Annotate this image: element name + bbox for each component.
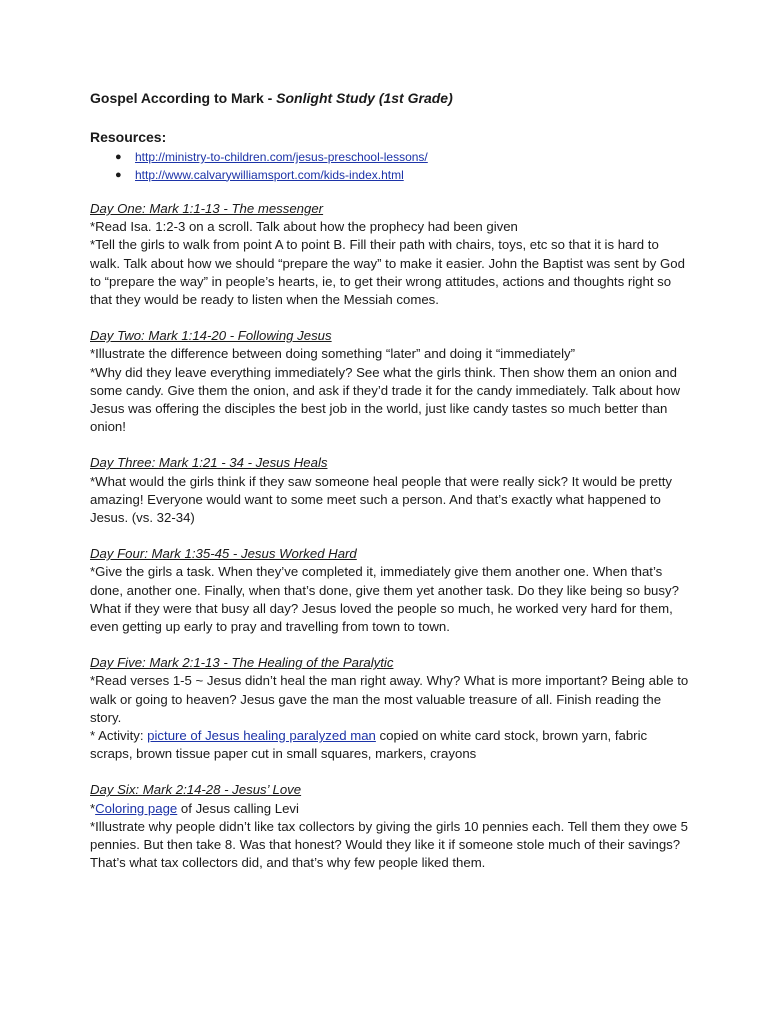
day-five-section	[90, 654, 690, 763]
day-three-section	[90, 454, 690, 527]
activity-prefix: * Activity:	[90, 728, 148, 744]
day-one-line-1: *Read Isa. 1:2-3 on a scroll. Talk about how the prophecy had been given	[90, 219, 518, 235]
document-title	[90, 88, 690, 108]
resource-item	[115, 149, 690, 167]
day-two-section	[90, 327, 690, 436]
day-six-section	[90, 781, 690, 872]
paralyzed-man-picture-link[interactable]: picture of Jesus healing paralyzed man	[147, 728, 376, 744]
coloring-suffix: of Jesus calling Levi	[177, 800, 299, 816]
resource-link-2[interactable]: http://www.calvarywilliamsport.com/kids-index.html	[135, 167, 404, 182]
title-main: Gospel According to Mark -	[90, 90, 277, 106]
resources-list	[90, 149, 690, 184]
resource-item	[115, 167, 690, 185]
day-one-line-2: *Tell the girls to walk from point A to point B. Fill their path with chairs, toys, etc so that it is hard to walk. Talk about how we should “prepare the way” to make it easier. John the Baptist was sent by God to “prepare the way” in people’s hearts, ie, to get their wrong attitudes, actions and thoughts right so that they would be ready to listen when the Messiah comes.	[90, 237, 685, 308]
activity-suffix: copied on white card stock, brown yarn, fabric scraps, brown tissue paper cut in small squares, markers, crayons	[90, 728, 648, 762]
day-two-heading: Day Two: Mark 1:14-20 - Following Jesus	[90, 328, 332, 344]
day-four-heading: Day Four: Mark 1:35-45 - Jesus Worked Hard	[90, 546, 357, 562]
resources-heading: Resources:	[90, 129, 167, 145]
day-six-line-1: *Illustrate why people didn’t like tax collectors by giving the girls 10 pennies each. Tell them they owe 5 pennies. But then take 8. Was that honest? Would they like it if someone stole much of their savings? That’s what tax collectors did, and that’s why few people liked them.	[90, 818, 688, 871]
title-subtitle: Sonlight Study (1st Grade)	[276, 90, 453, 106]
day-three-line-1: *What would the girls think if they saw someone heal people that were really sick? It would be pretty amazing! Everyone would want to some meet such a person. And that’s exactly what happened to Jesus. (vs. 32-34)	[90, 473, 673, 526]
day-one-section	[90, 200, 690, 309]
day-six-coloring	[90, 800, 690, 818]
bullet-icon: ●	[115, 168, 122, 181]
day-one-heading: Day One: Mark 1:1-13 - The messenger	[90, 201, 324, 216]
coloring-prefix: *	[90, 800, 96, 816]
coloring-page-link[interactable]: Coloring page	[95, 800, 178, 816]
day-four-section	[90, 545, 690, 636]
document-page	[90, 88, 690, 891]
day-two-line-2: *Why did they leave everything immediately? See what the girls think. Then show them an onion and some candy. Give them the onion, and ask if they’d trade it for the candy immediately. Talk about how Jesus was offering the disciples the best job in the world, just like candy tastes so much better than onion!	[90, 364, 681, 435]
day-two-line-1: *Illustrate the difference between doing something “later” and doing it “immediately”	[90, 346, 576, 362]
resource-link-1[interactable]: http://ministry-to-children.com/jesus-preschool-lessons/	[135, 150, 428, 164]
day-three-heading: Day Three: Mark 1:21 - 34 - Jesus Heals	[90, 455, 328, 471]
day-five-line-1: *Read verses 1-5 ~ Jesus didn’t heal the man right away. Why? What is more important? Being able to walk or going to heaven? Jesus gave the man the most valuable treasure of all. Finish reading the story.	[90, 673, 689, 725]
day-five-heading: Day Five: Mark 2:1-13 - The Healing of the Paralytic	[90, 655, 394, 671]
bullet-icon: ●	[115, 151, 122, 163]
day-five-activity	[90, 727, 690, 763]
day-four-line-1: *Give the girls a task. When they’ve completed it, immediately give them another one. When that’s done, another one. Finally, when that’s done, give them yet another task. Do they like being so busy? What if they were that busy all day? Jesus loved the people so much, he worked very hard for them, even getting up early to pray and travelling from town to town.	[90, 564, 679, 635]
day-six-heading: Day Six: Mark 2:14-28 - Jesus’ Love	[90, 782, 302, 798]
